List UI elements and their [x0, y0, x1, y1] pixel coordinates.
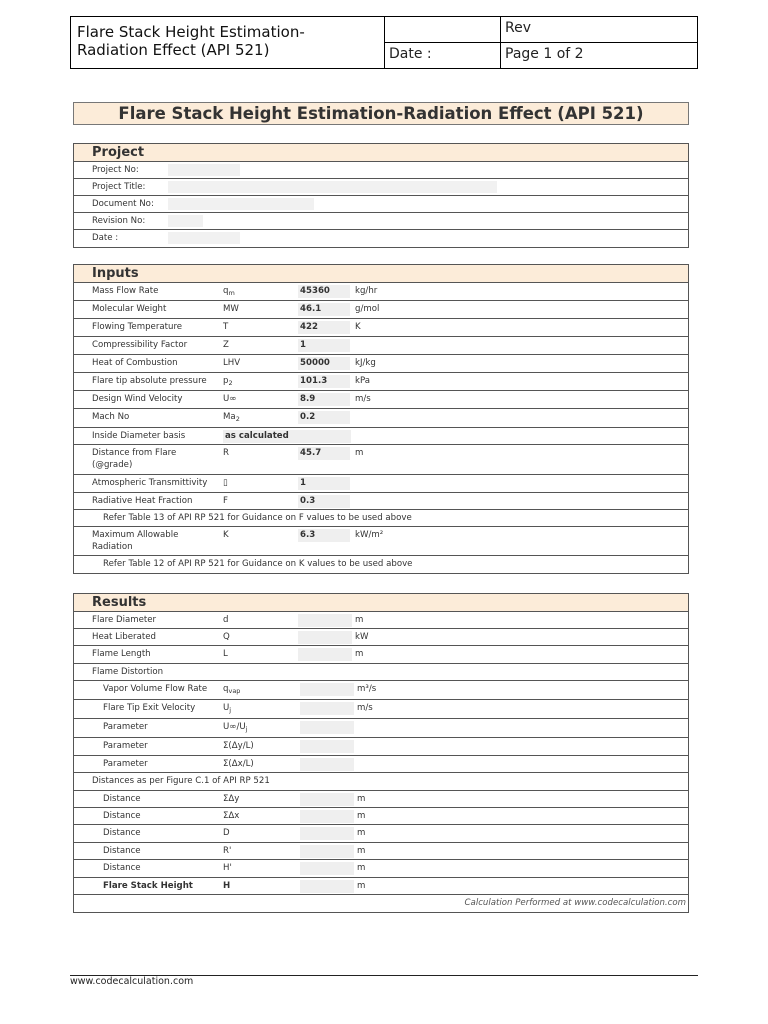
input-row-tip-pressure: Flare tip absolute pressure $p_2$ 101.3 kPa	[74, 373, 688, 391]
input-row-transmittivity: Atmospheric Transmittivity ▯ 1	[74, 475, 688, 493]
velocity-ratio-output	[300, 721, 354, 734]
revision-no-field[interactable]	[168, 215, 203, 227]
result-row-stack-height: Flare Stack Height H m	[74, 878, 688, 895]
header-title: Flare Stack Height Estimation- Radiation Effect (API 521)	[71, 17, 385, 68]
input-row-wind-velocity: Design Wind Velocity U∞ 8.9 m/s	[74, 391, 688, 409]
heat-fraction-input[interactable]: 0.3	[298, 495, 350, 508]
note-f-values: Refer Table 13 of API RP 521 for Guidance on F values to be used above	[74, 510, 688, 527]
sum-dx-output	[300, 758, 354, 771]
sum-dy-output	[300, 740, 354, 753]
tip-pressure-input[interactable]: 101.3	[298, 375, 350, 388]
calculation-credit: Calculation Performed at www.codecalculation.com	[464, 898, 686, 908]
result-row-flare-diameter: Flare Diameter d m	[74, 612, 688, 629]
result-row-parameter-velocity-ratio: Parameter $U\infty/U_j$	[74, 719, 688, 738]
diameter-basis-select[interactable]: as calculated	[223, 430, 351, 443]
results-section	[73, 593, 689, 913]
project-section	[73, 143, 689, 248]
document-header	[70, 16, 698, 69]
project-row: Document No:	[74, 196, 688, 213]
main-title: Flare Stack Height Estimation-Radiation Effect (API 521)	[73, 102, 689, 125]
footer-url: www.codecalculation.com	[70, 976, 194, 987]
distance-output	[300, 845, 354, 858]
result-row-distance: Distance R' m	[74, 843, 688, 860]
distance-input[interactable]: 45.7	[298, 447, 350, 460]
stack-height-output	[300, 880, 354, 893]
input-row-mach: Mach No $Ma_2$ 0.2	[74, 409, 688, 428]
input-row-diameter-basis: Inside Diameter basis as calculated	[74, 428, 688, 445]
distance-output	[300, 810, 354, 823]
header-date: Date :	[385, 43, 501, 68]
temperature-input[interactable]: 422	[298, 321, 350, 334]
result-row-exit-velocity: Flare Tip Exit Velocity $U_j$ m/s	[74, 700, 688, 719]
date-field[interactable]	[168, 232, 240, 244]
exit-velocity-output	[300, 702, 354, 715]
vapor-flow-output	[300, 683, 354, 696]
results-heading: Results	[74, 594, 688, 612]
project-row: Project No:	[74, 162, 688, 179]
flame-distortion-heading: Flame Distortion	[74, 664, 688, 681]
result-row-distance: Distance H' m	[74, 860, 688, 878]
project-row: Project Title:	[74, 179, 688, 196]
result-row-distance: Distance ΣΔx m	[74, 808, 688, 825]
input-row-molecular-weight: Molecular Weight MW 46.1 g/mol	[74, 301, 688, 319]
compressibility-input[interactable]: 1	[298, 339, 350, 352]
input-row-heat-fraction: Radiative Heat Fraction F 0.3	[74, 493, 688, 510]
input-row-max-radiation: Maximum Allowable Radiation K 6.3 kW/m²	[74, 527, 688, 556]
header-rev: Rev	[501, 17, 697, 43]
result-row-distance: Distance ΣΔy m	[74, 791, 688, 808]
input-row-distance: Distance from Flare (@grade) R 45.7 m	[74, 445, 688, 475]
mass-flow-input[interactable]: 45360	[298, 285, 350, 298]
distance-output	[300, 793, 354, 806]
wind-velocity-input[interactable]: 8.9	[298, 393, 350, 406]
transmittivity-input[interactable]: 1	[298, 477, 350, 490]
distance-output	[300, 827, 354, 840]
project-row: Revision No:	[74, 213, 688, 230]
input-row-temperature: Flowing Temperature T 422 K	[74, 319, 688, 337]
input-row-compressibility: Compressibility Factor Z 1	[74, 337, 688, 355]
result-row-parameter-dy: Parameter Σ(Δy/L)	[74, 738, 688, 756]
result-row-heat-liberated: Heat Liberated Q kW	[74, 629, 688, 646]
header-page-number: Page 1 of 2	[505, 46, 584, 62]
project-title-field[interactable]	[168, 181, 497, 193]
heat-of-combustion-input[interactable]: 50000	[298, 357, 350, 370]
result-row-flame-length: Flame Length L m	[74, 646, 688, 664]
project-row: Date :	[74, 230, 688, 247]
distances-heading: Distances as per Figure C.1 of API RP 521	[74, 773, 688, 791]
project-heading: Project	[74, 144, 688, 162]
input-row-heat-combustion: Heat of Combustion LHV 50000 kJ/kg	[74, 355, 688, 373]
distance-output	[300, 862, 354, 875]
result-row-vapor-flow: Vapor Volume Flow Rate $q_{vap}$ m³/s	[74, 681, 688, 700]
document-no-field[interactable]	[168, 198, 314, 210]
inputs-section	[73, 264, 689, 574]
molecular-weight-input[interactable]: 46.1	[298, 303, 350, 316]
tau-symbol-icon: ▯	[223, 478, 228, 488]
max-radiation-input[interactable]: 6.3	[298, 529, 350, 542]
result-row-parameter-dx: Parameter Σ(Δx/L)	[74, 756, 688, 773]
inputs-heading: Inputs	[74, 265, 688, 283]
heat-liberated-output	[298, 631, 352, 644]
flame-length-output	[298, 648, 352, 661]
input-row-mass-flow: Mass Flow Rate $q_m$ 45360 kg/hr	[74, 283, 688, 301]
header-blank-cell	[385, 17, 501, 43]
result-row-distance: Distance D m	[74, 825, 688, 843]
mach-input[interactable]: 0.2	[298, 411, 350, 424]
flare-diameter-output	[298, 614, 352, 627]
note-k-values: Refer Table 12 of API RP 521 for Guidance on K values to be used above	[103, 559, 413, 569]
credit-row	[74, 895, 688, 912]
project-no-field[interactable]	[168, 164, 240, 176]
